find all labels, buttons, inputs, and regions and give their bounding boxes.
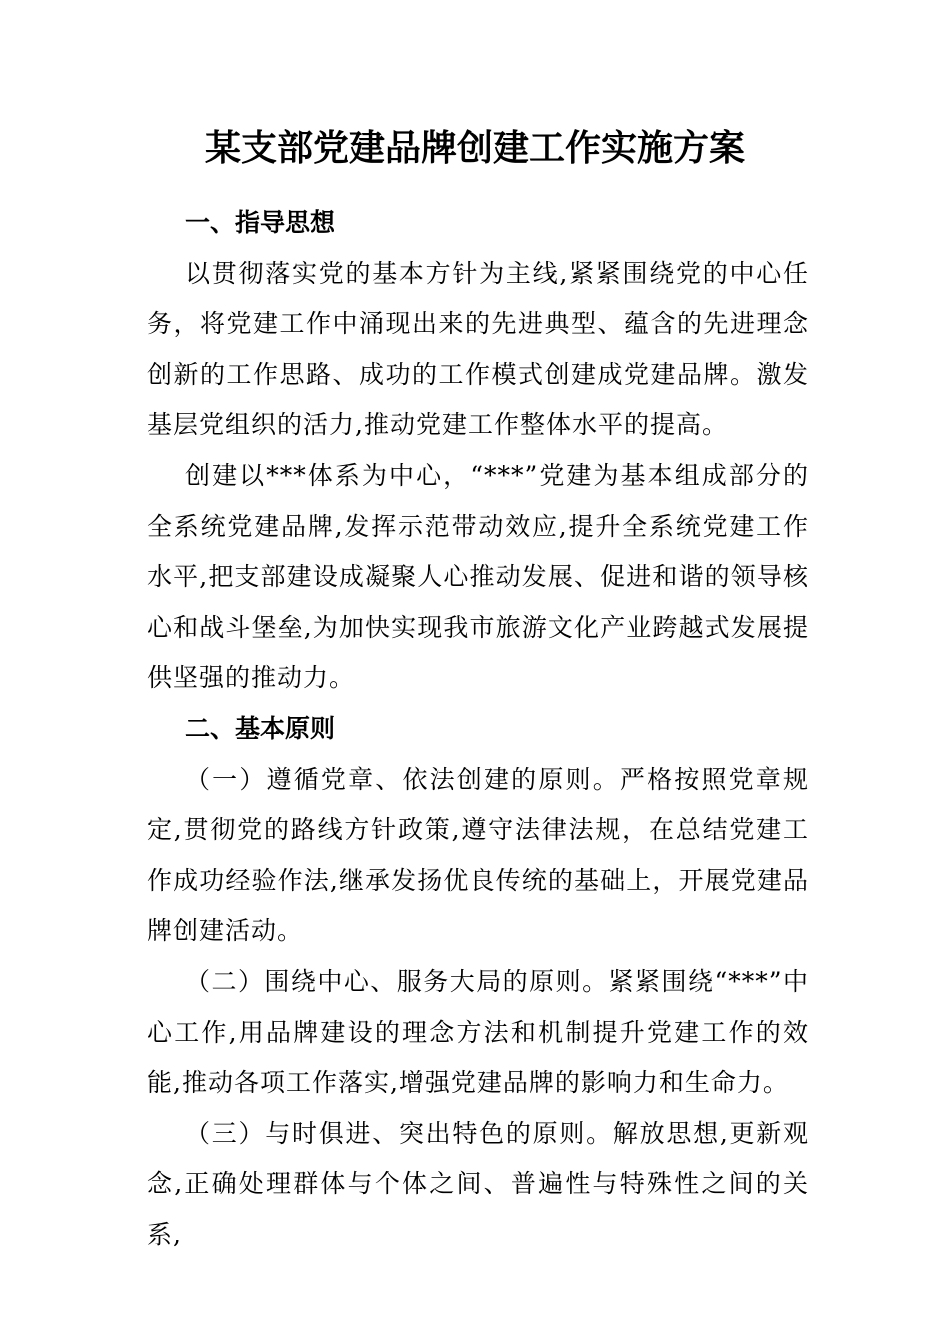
section-heading-guiding-ideology: 一、指导思想 — [185, 208, 336, 237]
paragraph: （三）与时俱进、突出特色的原则。解放思想,更新观念,正确处理群体与个体之间、普遍性与特殊性之间的关系, — [147, 1118, 809, 1249]
paragraph: 创建以***体系为中心，“***”党建为基本组成部分的全系统党建品牌,发挥示范带动效应,提升全系统党建工作水平,把支部建设成凝聚人心推动发展、促进和谐的领导核心和战斗堡垒,为加快实现我市旅游文化产业跨越式发展提供坚强的推动力。 — [147, 460, 809, 693]
section-heading-basic-principles: 二、基本原则 — [185, 713, 336, 743]
document-body — [147, 198, 809, 1260]
paragraph: 以贯彻落实党的基本方针为主线,紧紧围绕党的中心任务，将党建工作中涌现出来的先进典型、蕴含的先进理念创新的工作思路、成功的工作模式创建成党建品牌。激发基层党组织的活力,推动党建工作整体水平的提高。 — [147, 258, 809, 440]
document-title: 某支部党建品牌创建工作实施方案 — [204, 127, 745, 169]
paragraph: （二）围绕中心、服务大局的原则。紧紧围绕“***”中心工作,用品牌建设的理念方法和机制提升党建工作的效能,推动各项工作落实,增强党建品牌的影响力和生命力。 — [147, 966, 809, 1098]
paragraph: （一）遵循党章、依法创建的原则。严格按照党章规定,贯彻党的路线方针政策,遵守法律法规，在总结党建工作成功经验作法,继承发扬优良传统的基础上，开展党建品牌创建活动。 — [147, 764, 809, 946]
